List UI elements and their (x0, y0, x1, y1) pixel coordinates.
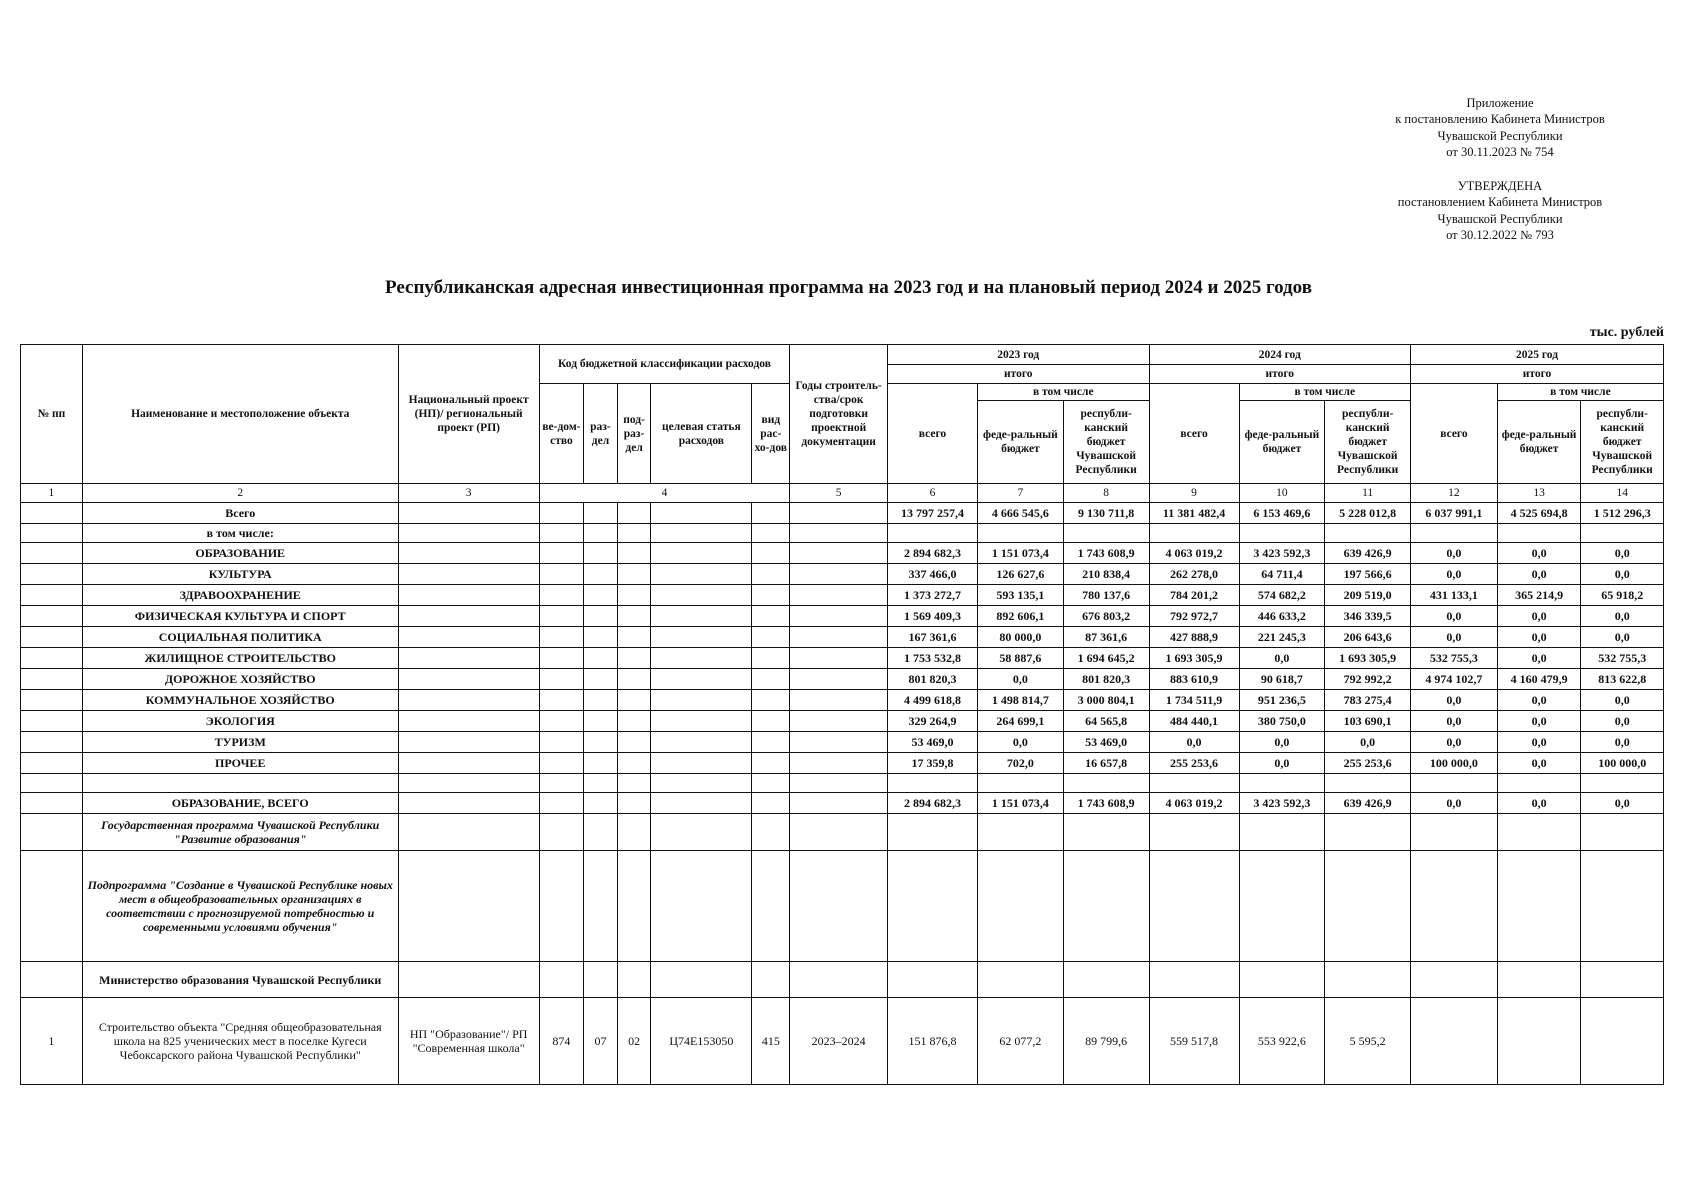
sector-row (21, 732, 1664, 753)
sector-row (21, 669, 1664, 690)
col-number: 14 (1581, 484, 1664, 503)
sector-row (21, 564, 1664, 585)
col-number: 8 (1063, 484, 1149, 503)
value-cell: 0,0 (1411, 543, 1498, 564)
value-cell: 17 359,8 (887, 753, 977, 774)
value-cell: 210 838,4 (1063, 564, 1149, 585)
approval-line: постановлением Кабинета Министров (1397, 195, 1603, 210)
object-vid: 415 (752, 998, 790, 1085)
header-years: Годы строитель-ства/срок подготовки проектной документации (790, 345, 888, 484)
col-number: 1 (21, 484, 83, 503)
value-cell: 365 214,9 (1497, 585, 1581, 606)
value-cell: 221 245,3 (1239, 627, 1325, 648)
value-cell: 0,0 (1497, 753, 1581, 774)
value-cell: 702,0 (978, 753, 1064, 774)
value-cell: 4 525 694,8 (1497, 503, 1581, 524)
value-cell: 553 922,6 (1239, 998, 1325, 1085)
value-cell: 639 426,9 (1325, 543, 1411, 564)
approval-block (1340, 178, 1660, 243)
units-label: тыс. рублей (1589, 325, 1664, 340)
sector-name: ЗДРАВООХРАНЕНИЕ (82, 585, 398, 606)
col-number: 6 (887, 484, 977, 503)
object-name: Строительство объекта "Средняя общеобразовательная школа на 825 ученических мест в поселке Кугеси Чебоксарского района Чувашской Республики" (82, 998, 398, 1085)
value-cell: 784 201,2 (1149, 585, 1239, 606)
value-cell: 532 755,3 (1581, 648, 1664, 669)
value-cell: 0,0 (1497, 627, 1581, 648)
table-body (21, 503, 1664, 1085)
value-cell: 1 512 296,3 (1581, 503, 1664, 524)
value-cell: 446 633,2 (1239, 606, 1325, 627)
value-cell: 53 469,0 (1063, 732, 1149, 753)
sector-row (21, 648, 1664, 669)
value-cell: 0,0 (1239, 753, 1325, 774)
header-itogo-2023: итого (887, 365, 1149, 384)
state-program-row (21, 814, 1664, 851)
object-celevaya: Ц74Е153050 (651, 998, 752, 1085)
ministry-row (21, 962, 1664, 998)
value-cell (1411, 998, 1498, 1085)
value-cell: 639 426,9 (1325, 793, 1411, 814)
value-cell: 0,0 (1411, 564, 1498, 585)
header-podrazdel: под-раз-дел (617, 384, 651, 484)
value-cell: 0,0 (1411, 793, 1498, 814)
col-number: 2 (82, 484, 398, 503)
value-cell: 0,0 (1497, 711, 1581, 732)
value-cell: 16 657,8 (1063, 753, 1149, 774)
sector-name: ПРОЧЕЕ (82, 753, 398, 774)
value-cell: 4 666 545,6 (978, 503, 1064, 524)
value-cell: 2 894 682,3 (887, 543, 977, 564)
value-cell: 4 160 479,9 (1497, 669, 1581, 690)
value-cell: 346 339,5 (1325, 606, 1411, 627)
value-cell: 783 275,4 (1325, 690, 1411, 711)
col-number: 12 (1411, 484, 1498, 503)
value-cell: 0,0 (1411, 606, 1498, 627)
value-cell: 329 264,9 (887, 711, 977, 732)
header-celevaya: целевая статья расходов (651, 384, 752, 484)
value-cell: 89 799,6 (1063, 998, 1149, 1085)
value-cell: 6 037 991,1 (1411, 503, 1498, 524)
header-federal-2023: феде-ральный бюджет (978, 401, 1064, 484)
appendix-line: Чувашской Республики (1437, 128, 1563, 143)
appendix-line: от 30.11.2023 № 754 (1446, 144, 1554, 159)
value-cell: 0,0 (1239, 648, 1325, 669)
sector-name: ЭКОЛОГИЯ (82, 711, 398, 732)
education-total-row (21, 793, 1664, 814)
value-cell: 1 743 608,9 (1063, 793, 1149, 814)
value-cell: 780 137,6 (1063, 585, 1149, 606)
state-program-label: Государственная программа Чувашской Республики "Развитие образования" (82, 814, 398, 851)
value-cell: 0,0 (1497, 793, 1581, 814)
sector-row (21, 585, 1664, 606)
value-cell (1581, 998, 1664, 1085)
header-vedomstvo: ве-дом-ство (539, 384, 583, 484)
header-federal-2024: феде-ральный бюджет (1239, 401, 1325, 484)
object-row (21, 998, 1664, 1085)
value-cell: 0,0 (1149, 732, 1239, 753)
value-cell: 883 610,9 (1149, 669, 1239, 690)
value-cell: 801 820,3 (887, 669, 977, 690)
value-cell: 262 278,0 (1149, 564, 1239, 585)
col-number: 3 (398, 484, 539, 503)
header-year-2024: 2024 год (1149, 345, 1411, 365)
value-cell: 484 440,1 (1149, 711, 1239, 732)
header-federal-2025: феде-ральный бюджет (1497, 401, 1581, 484)
value-cell: 3 423 592,3 (1239, 793, 1325, 814)
value-cell: 427 888,9 (1149, 627, 1239, 648)
value-cell: 0,0 (1411, 732, 1498, 753)
education-total-label: ОБРАЗОВАНИЕ, ВСЕГО (82, 793, 398, 814)
value-cell: 1 569 409,3 (887, 606, 977, 627)
sector-row (21, 753, 1664, 774)
header-year-2025: 2025 год (1411, 345, 1664, 365)
value-cell: 0,0 (1411, 690, 1498, 711)
value-cell: 3 000 804,1 (1063, 690, 1149, 711)
sector-row (21, 711, 1664, 732)
col-number: 10 (1239, 484, 1325, 503)
value-cell: 3 423 592,3 (1239, 543, 1325, 564)
header-num: № пп (21, 345, 83, 484)
value-cell: 0,0 (1581, 543, 1664, 564)
value-cell: 11 381 482,4 (1149, 503, 1239, 524)
value-cell: 4 063 019,2 (1149, 793, 1239, 814)
object-project: НП "Образование"/ РП "Современная школа" (398, 998, 539, 1085)
value-cell: 206 643,6 (1325, 627, 1411, 648)
value-cell: 0,0 (1497, 564, 1581, 585)
sector-name: ТУРИЗМ (82, 732, 398, 753)
spacer-row (21, 774, 1664, 793)
appendix-line: к постановлению Кабинета Министров (1395, 112, 1605, 127)
header-vsego-2023: всего (887, 384, 977, 484)
value-cell: 559 517,8 (1149, 998, 1239, 1085)
sector-name: ОБРАЗОВАНИЕ (82, 543, 398, 564)
col-number: 11 (1325, 484, 1411, 503)
col-number: 13 (1497, 484, 1581, 503)
header-itogo-2025: итого (1411, 365, 1664, 384)
value-cell: 80 000,0 (978, 627, 1064, 648)
header-itogo-2024: итого (1149, 365, 1411, 384)
appendix-line: Приложение (1466, 96, 1534, 110)
including-row (21, 524, 1664, 543)
value-cell (1497, 998, 1581, 1085)
value-cell: 0,0 (1497, 732, 1581, 753)
value-cell: 264 699,1 (978, 711, 1064, 732)
value-cell: 337 466,0 (887, 564, 977, 585)
document-title: Республиканская адресная инвестиционная программа на 2023 год и на плановый период 2024 и 2025 годов (385, 277, 1312, 298)
value-cell: 1 151 073,4 (978, 543, 1064, 564)
value-cell: 0,0 (1581, 564, 1664, 585)
subprogram-label: Подпрограмма "Создание в Чувашской Республике новых мест в общеобразовательных организациях в соответствии с прогнозируемой потребностью и современными условиями обучения" (82, 851, 398, 962)
value-cell: 1 151 073,4 (978, 793, 1064, 814)
value-cell: 1 734 511,9 (1149, 690, 1239, 711)
header-name: Наименование и местоположение объекта (82, 345, 398, 484)
value-cell: 813 622,8 (1581, 669, 1664, 690)
col-number: 7 (978, 484, 1064, 503)
value-cell: 4 063 019,2 (1149, 543, 1239, 564)
value-cell: 0,0 (1581, 606, 1664, 627)
value-cell: 0,0 (1581, 627, 1664, 648)
approval-line: Чувашской Республики (1437, 211, 1563, 226)
value-cell: 65 918,2 (1581, 585, 1664, 606)
including-label: в том числе: (82, 524, 398, 543)
object-vedomstvo: 874 (539, 998, 583, 1085)
value-cell: 64 565,8 (1063, 711, 1149, 732)
value-cell: 167 361,6 (887, 627, 977, 648)
value-cell: 151 876,8 (887, 998, 977, 1085)
value-cell: 0,0 (1581, 793, 1664, 814)
sector-row (21, 690, 1664, 711)
sector-name: ЖИЛИЩНОЕ СТРОИТЕЛЬСТВО (82, 648, 398, 669)
value-cell: 62 077,2 (978, 998, 1064, 1085)
value-cell: 951 236,5 (1239, 690, 1325, 711)
header-republic-2023: республи-канский бюджет Чувашской Республики (1063, 401, 1149, 484)
value-cell: 0,0 (1497, 606, 1581, 627)
value-cell: 0,0 (1411, 627, 1498, 648)
header-vid: вид рас-хо-дов (752, 384, 790, 484)
value-cell: 380 750,0 (1239, 711, 1325, 732)
header-incl-2023: в том числе (978, 384, 1149, 401)
value-cell: 1 693 305,9 (1149, 648, 1239, 669)
value-cell: 5 228 012,8 (1325, 503, 1411, 524)
value-cell: 0,0 (1497, 543, 1581, 564)
header-project: Национальный проект (НП)/ региональный проект (РП) (398, 345, 539, 484)
value-cell: 100 000,0 (1411, 753, 1498, 774)
table-header (21, 345, 1664, 503)
sector-name: КУЛЬТУРА (82, 564, 398, 585)
value-cell: 1 693 305,9 (1325, 648, 1411, 669)
value-cell: 892 606,1 (978, 606, 1064, 627)
col-number: 9 (1149, 484, 1239, 503)
value-cell: 593 135,1 (978, 585, 1064, 606)
value-cell: 0,0 (1239, 732, 1325, 753)
sector-name: ДОРОЖНОЕ ХОЗЯЙСТВО (82, 669, 398, 690)
value-cell: 53 469,0 (887, 732, 977, 753)
value-cell: 2 894 682,3 (887, 793, 977, 814)
value-cell: 0,0 (1581, 690, 1664, 711)
value-cell: 0,0 (1497, 648, 1581, 669)
object-years: 2023–2024 (790, 998, 888, 1085)
approval-line: от 30.12.2022 № 793 (1446, 227, 1554, 242)
value-cell: 255 253,6 (1149, 753, 1239, 774)
value-cell: 9 130 711,8 (1063, 503, 1149, 524)
sector-name: СОЦИАЛЬНАЯ ПОЛИТИКА (82, 627, 398, 648)
value-cell: 1 373 272,7 (887, 585, 977, 606)
value-cell: 0,0 (978, 669, 1064, 690)
value-cell: 431 133,1 (1411, 585, 1498, 606)
value-cell: 13 797 257,4 (887, 503, 977, 524)
header-vsego-2025: всего (1411, 384, 1498, 484)
header-budget-code: Код бюджетной классификации расходов (539, 345, 790, 384)
value-cell: 532 755,3 (1411, 648, 1498, 669)
header-incl-2025: в том числе (1497, 384, 1663, 401)
value-cell: 0,0 (1497, 690, 1581, 711)
value-cell: 574 682,2 (1239, 585, 1325, 606)
value-cell: 0,0 (1325, 732, 1411, 753)
value-cell: 792 972,7 (1149, 606, 1239, 627)
sector-row (21, 627, 1664, 648)
value-cell: 676 803,2 (1063, 606, 1149, 627)
header-republic-2025: республи-канский бюджет Чувашской Республики (1581, 401, 1664, 484)
value-cell: 87 361,6 (1063, 627, 1149, 648)
sector-name: КОММУНАЛЬНОЕ ХОЗЯЙСТВО (82, 690, 398, 711)
value-cell: 64 711,4 (1239, 564, 1325, 585)
value-cell: 0,0 (1411, 711, 1498, 732)
value-cell: 4 974 102,7 (1411, 669, 1498, 690)
sector-row (21, 606, 1664, 627)
header-republic-2024: республи-канский бюджет Чувашской Республики (1325, 401, 1411, 484)
value-cell: 792 992,2 (1325, 669, 1411, 690)
header-year-2023: 2023 год (887, 345, 1149, 365)
value-cell: 209 519,0 (1325, 585, 1411, 606)
value-cell: 4 499 618,8 (887, 690, 977, 711)
approval-line: УТВЕРЖДЕНА (1457, 179, 1543, 193)
total-row (21, 503, 1664, 524)
value-cell: 58 887,6 (978, 648, 1064, 669)
value-cell: 6 153 469,6 (1239, 503, 1325, 524)
value-cell: 1 498 814,7 (978, 690, 1064, 711)
value-cell: 0,0 (1581, 732, 1664, 753)
value-cell: 103 690,1 (1325, 711, 1411, 732)
col-number: 4 (539, 484, 790, 503)
value-cell: 1 753 532,8 (887, 648, 977, 669)
value-cell: 126 627,6 (978, 564, 1064, 585)
col-number: 5 (790, 484, 888, 503)
object-razdel: 07 (584, 998, 618, 1085)
header-vsego-2024: всего (1149, 384, 1239, 484)
value-cell: 1 743 608,9 (1063, 543, 1149, 564)
sector-name: ФИЗИЧЕСКАЯ КУЛЬТУРА И СПОРТ (82, 606, 398, 627)
value-cell: 197 566,6 (1325, 564, 1411, 585)
ministry-label: Министерство образования Чувашской Республики (82, 962, 398, 998)
investment-program-table (20, 344, 1664, 1085)
subprogram-row (21, 851, 1664, 962)
object-podrazdel: 02 (617, 998, 651, 1085)
value-cell: 1 694 645,2 (1063, 648, 1149, 669)
value-cell: 100 000,0 (1581, 753, 1664, 774)
value-cell: 0,0 (1581, 711, 1664, 732)
value-cell: 801 820,3 (1063, 669, 1149, 690)
value-cell: 90 618,7 (1239, 669, 1325, 690)
appendix-block (1340, 95, 1660, 160)
object-num: 1 (21, 998, 83, 1085)
sector-row (21, 543, 1664, 564)
value-cell: 0,0 (978, 732, 1064, 753)
header-razdel: раз-дел (584, 384, 618, 484)
total-label: Всего (82, 503, 398, 524)
value-cell: 5 595,2 (1325, 998, 1411, 1085)
value-cell: 255 253,6 (1325, 753, 1411, 774)
header-incl-2024: в том числе (1239, 384, 1410, 401)
